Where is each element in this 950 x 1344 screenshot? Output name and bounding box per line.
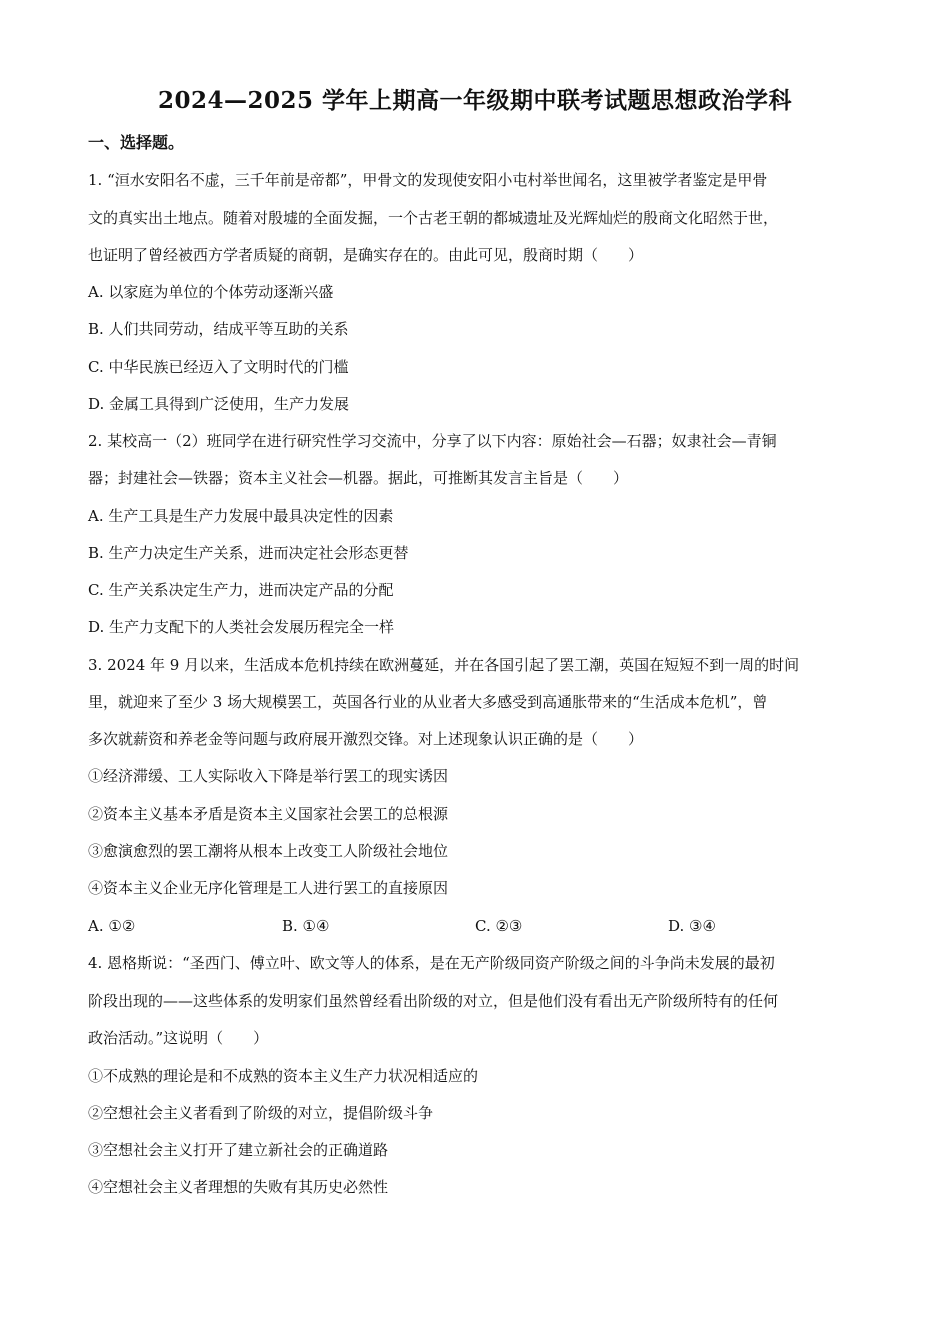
question-4-item: ①不成熟的理论是和不成熟的资本主义生产力状况相适应的 (88, 1067, 479, 1085)
question-1-option-a: A. 以家庭为单位的个体劳动逐渐兴盛 (88, 283, 334, 301)
question-2-option-d: D. 生产力支配下的人类社会发展历程完全一样 (88, 618, 395, 636)
page-title: 2024—2025 学年上期高一年级期中联考试题思想政治学科 (157, 87, 793, 114)
question-1-stem-line: 也证明了曾经被西方学者质疑的商朝，是确实存在的。由此可见，殷商时期（ ） (88, 246, 644, 264)
question-3-stem-line: 里，就迎来了至少 3 场大规模罢工，英国各行业的从业者大多感受到高通胀带来的“生活成本危机”，曾 (88, 693, 768, 711)
question-2-option-a: A. 生产工具是生产力发展中最具决定性的因素 (88, 507, 394, 525)
question-3-choice-c: C. ②③ (475, 917, 523, 935)
question-2-option-c: C. 生产关系决定生产力，进而决定产品的分配 (88, 581, 394, 599)
section-heading: 一、选择题。 (88, 133, 185, 152)
question-4-stem-line: 4. 恩格斯说：“圣西门、傅立叶、欧文等人的体系，是在无产阶级同资产阶级之间的斗争尚未发展的最初 (88, 954, 775, 972)
question-3-choice-b: B. ①④ (282, 917, 330, 935)
question-4-item: ②空想社会主义者看到了阶级的对立，提倡阶级斗争 (88, 1104, 434, 1122)
question-3-item: ②资本主义基本矛盾是资本主义国家社会罢工的总根源 (88, 805, 449, 823)
question-1-stem-line: 文的真实出土地点。随着对殷墟的全面发掘，一个古老王朝的都城遗址及光辉灿烂的殷商文化昭然于世， (88, 209, 779, 227)
question-2-option-b: B. 生产力决定生产关系，进而决定社会形态更替 (88, 544, 409, 562)
question-4-item: ④空想社会主义者理想的失败有其历史必然性 (88, 1178, 389, 1196)
question-3-choice-a: A. ①② (88, 917, 136, 935)
question-3-item: ④资本主义企业无序化管理是工人进行罢工的直接原因 (88, 879, 449, 897)
question-1-option-d: D. 金属工具得到广泛使用，生产力发展 (88, 395, 350, 413)
question-1-option-c: C. 中华民族已经迈入了文明时代的门槛 (88, 358, 349, 376)
question-4-stem-line: 政治活动。”这说明（ ） (88, 1029, 269, 1047)
question-3-choice-d: D. ③④ (668, 917, 716, 935)
question-2-stem-line: 器；封建社会—铁器；资本主义社会—机器。据此，可推断其发言主旨是（ ） (88, 469, 629, 487)
question-1-option-b: B. 人们共同劳动，结成平等互助的关系 (88, 320, 349, 338)
question-1-stem-line: 1. “洹水安阳名不虚，三千年前是帝都”，甲骨文的发现使安阳小屯村举世闻名，这里被学者鉴定是甲骨 (88, 171, 768, 189)
question-4-item: ③空想社会主义打开了建立新社会的正确道路 (88, 1141, 389, 1159)
question-3-item: ①经济滞缓、工人实际收入下降是举行罢工的现实诱因 (88, 767, 449, 785)
question-3-stem-line: 多次就薪资和养老金等问题与政府展开激烈交锋。对上述现象认识正确的是（ ） (88, 730, 644, 748)
question-4-stem-line: 阶段出现的——这些体系的发明家们虽然曾经看出阶级的对立，但是他们没有看出无产阶级所特有的任何 (88, 992, 779, 1010)
question-3-item: ③愈演愈烈的罢工潮将从根本上改变工人阶级社会地位 (88, 842, 449, 860)
question-2-stem-line: 2. 某校高一（2）班同学在进行研究性学习交流中，分享了以下内容：原始社会—石器；奴隶社会—青铜 (88, 432, 777, 450)
question-3-stem-line: 3. 2024 年 9 月以来，生活成本危机持续在欧洲蔓延，并在各国引起了罢工潮，英国在短短不到一周的时间 (88, 656, 800, 674)
